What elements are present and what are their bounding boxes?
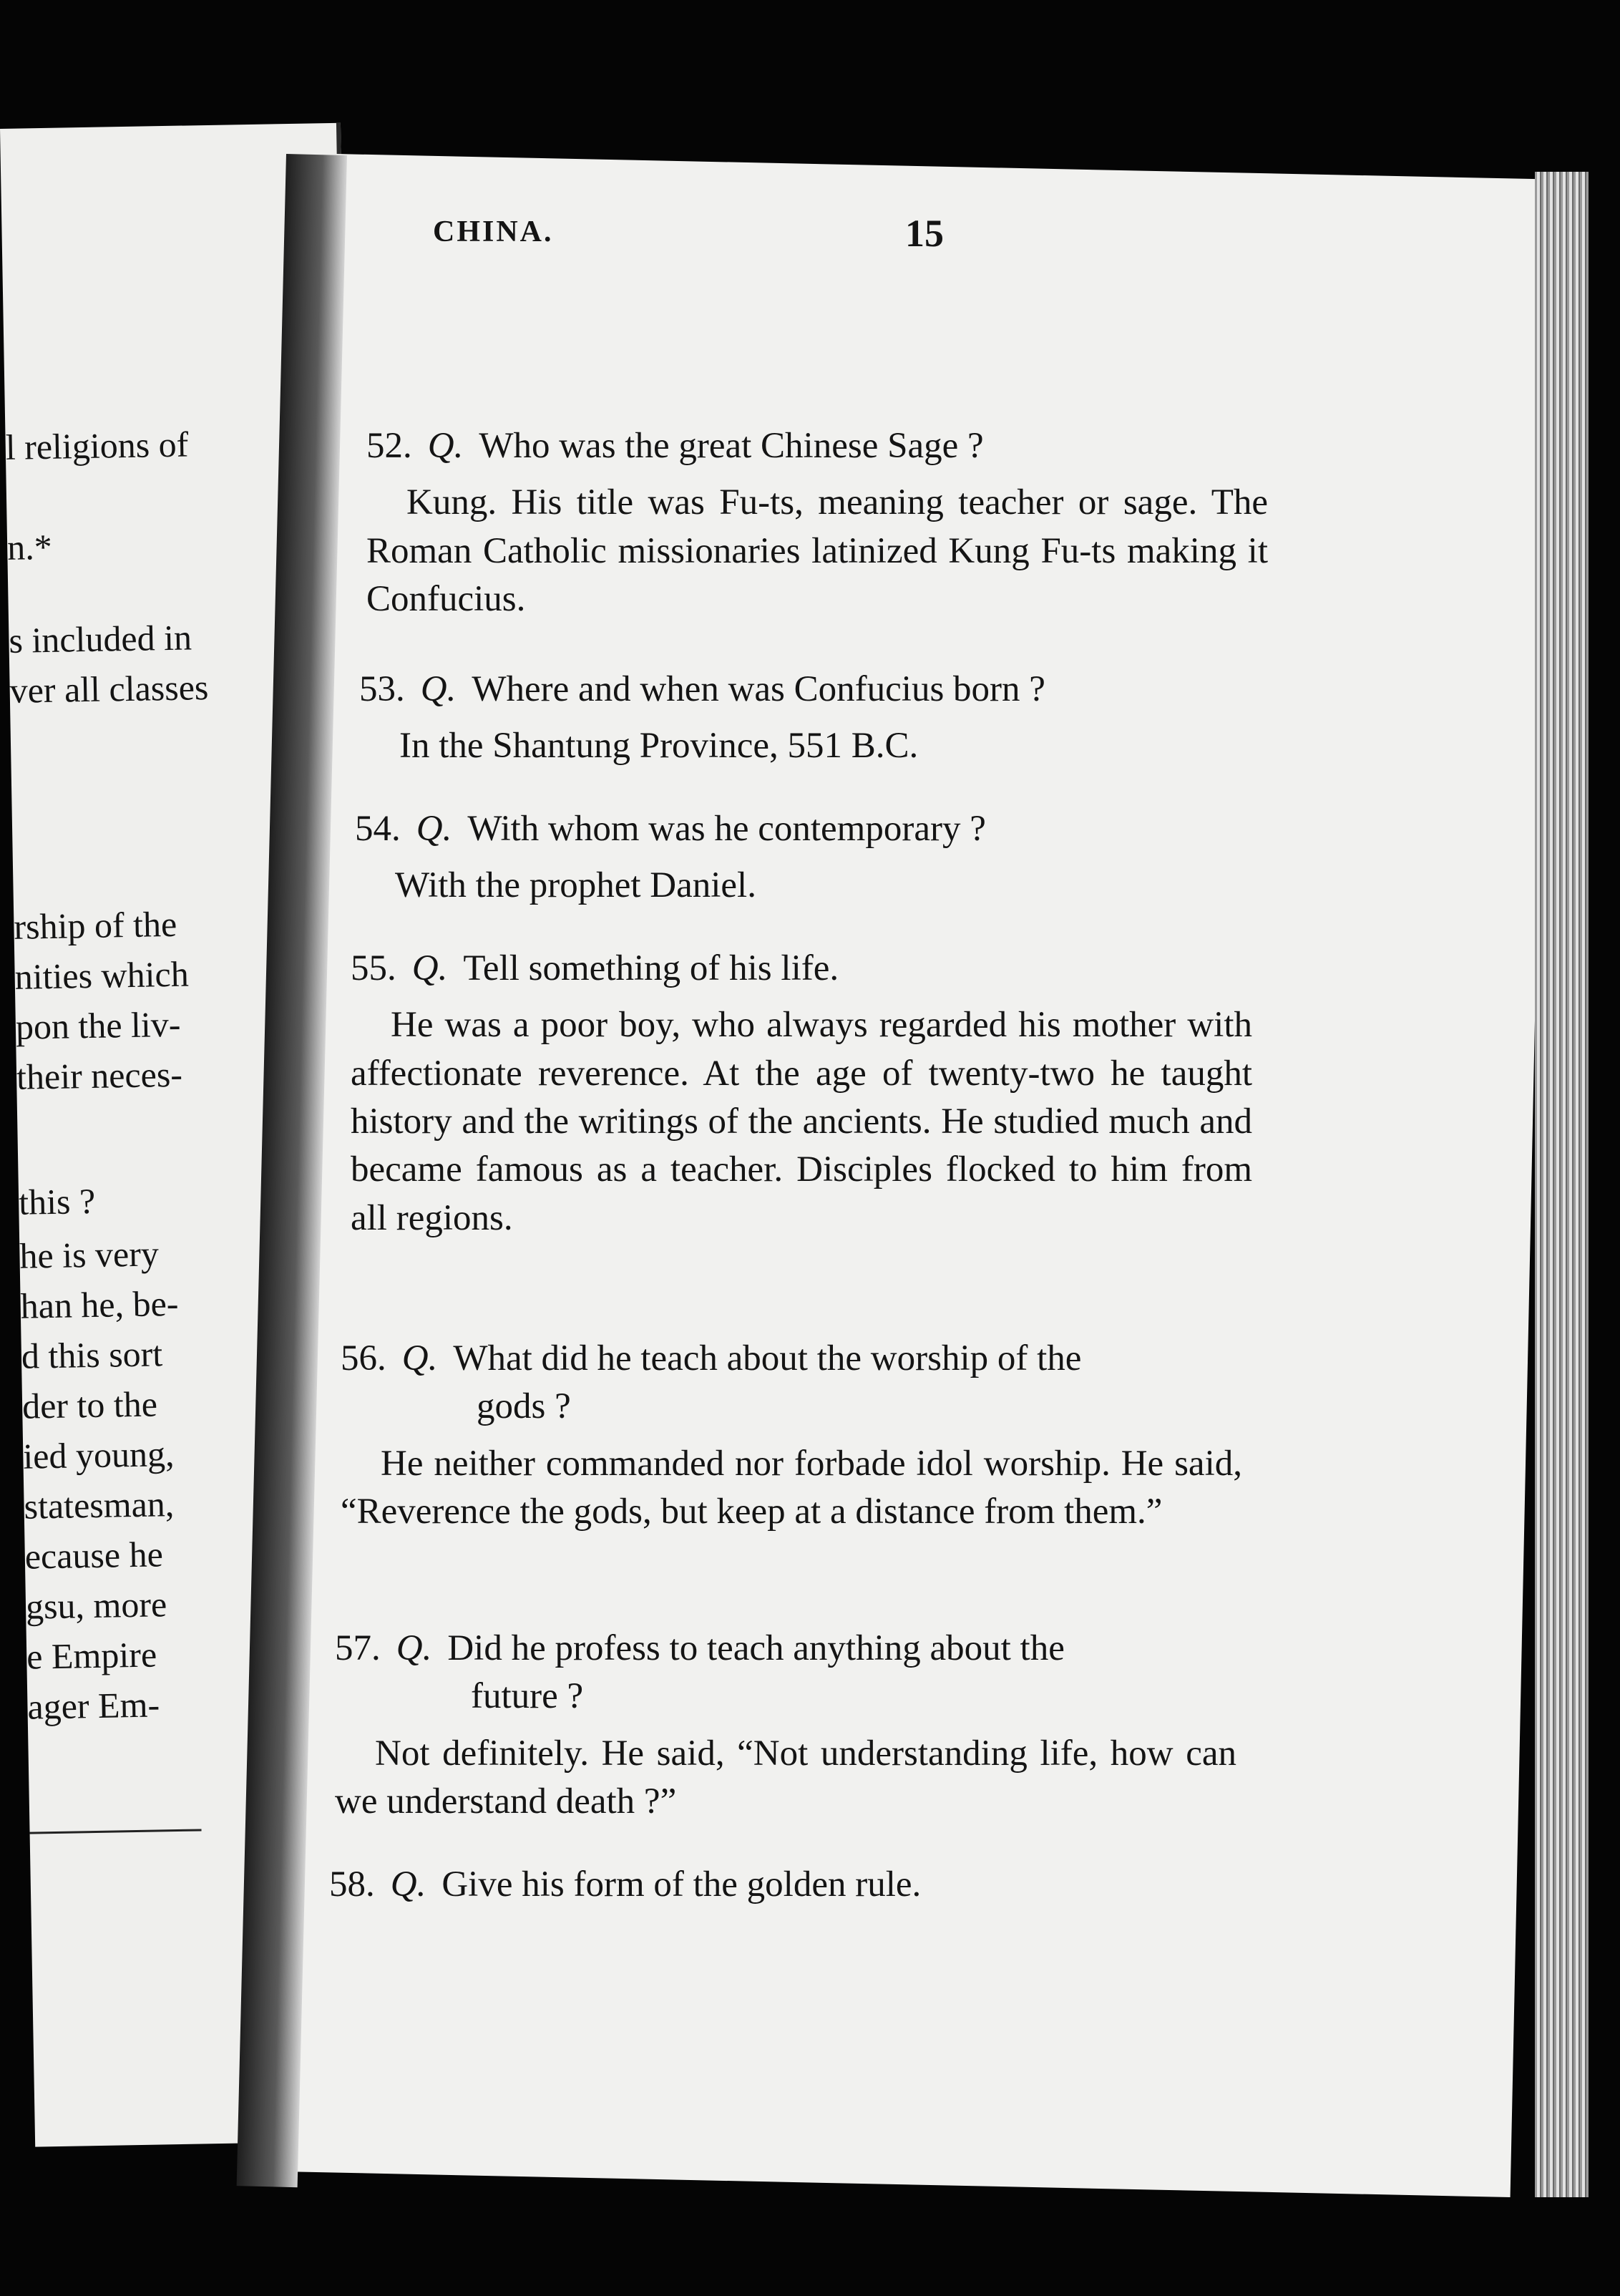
qa-58 [329, 1861, 1231, 1909]
question-number: 54. [355, 809, 401, 849]
left-page-line: pon the liv- [15, 1003, 181, 1047]
left-page-line: ied young, [22, 1434, 175, 1477]
running-head: CHINA. [433, 215, 554, 248]
left-page-line: l religions of [5, 424, 189, 467]
qa-56 [341, 1335, 1242, 1536]
qa-54 [355, 805, 1257, 910]
left-page-line: ager Em- [26, 1684, 160, 1727]
question-text: Where and when was Confucius born ? [472, 669, 1045, 709]
q-label: Q. [401, 1338, 438, 1378]
left-page-line: nities which [14, 953, 190, 997]
left-page-line: ver all classes [9, 667, 209, 711]
question-number: 56. [341, 1338, 386, 1378]
question-text: With whom was he contemporary ? [467, 809, 986, 849]
q-label: Q. [396, 1628, 432, 1668]
question-number: 57. [335, 1628, 381, 1668]
question-text: What did he teach about the worship of the [453, 1338, 1082, 1378]
question-text: Did he profess to teach anything about the [447, 1628, 1065, 1668]
question [359, 666, 1261, 714]
left-page-line: han he, be- [20, 1283, 179, 1326]
qa-55 [351, 945, 1252, 1242]
left-page-line: d this sort [21, 1333, 163, 1376]
question-number: 55. [351, 948, 396, 988]
question-continuation: future ? [471, 1676, 584, 1717]
qa-53 [359, 666, 1261, 771]
answer: Kung. His title was Fu-ts, meaning teacher or sage. The Roman Catholic missionaries latinized Kung Fu-ts making it Confucius. [366, 482, 1268, 619]
question-text: Give his form of the golden rule. [441, 1864, 922, 1905]
left-page-line: s included in [8, 617, 192, 661]
left-page-line: this ? [18, 1180, 96, 1222]
left-page-line: he is very [19, 1233, 160, 1276]
page-number: 15 [905, 212, 944, 255]
question [341, 1335, 1242, 1431]
question [329, 1861, 1231, 1909]
left-page-line: n.* [6, 526, 53, 568]
question-number: 52. [366, 426, 412, 466]
q-label: Q. [420, 669, 457, 709]
qa-57 [335, 1625, 1236, 1826]
question [351, 945, 1252, 993]
qa-52 [366, 422, 1268, 623]
q-label: Q. [390, 1864, 426, 1905]
question-text: Tell something of his life. [463, 948, 839, 988]
left-page-line: e Empire [26, 1634, 157, 1677]
answer: Not definitely. He said, “Not understanding life, how can we understand death ?” [335, 1733, 1236, 1821]
answer: In the Shantung Province, 551 B.C. [399, 726, 919, 767]
left-page-line: ecause he [24, 1534, 164, 1577]
answer: He neither commanded nor forbade idol worship. He said, “Reverence the gods, but keep at a distance from them.” [341, 1443, 1242, 1532]
question-number: 53. [359, 669, 405, 709]
question [366, 422, 1268, 470]
left-page-line: gsu, more [25, 1584, 167, 1627]
question [355, 805, 1257, 853]
footnote-rule [30, 1829, 202, 1834]
question-number: 58. [329, 1864, 375, 1905]
question-continuation: gods ? [477, 1386, 571, 1427]
question-text: Who was the great Chinese Sage ? [479, 426, 984, 466]
answer: He was a poor boy, who always regarded his mother with affectionate reverence. At the age of twenty-two he taught history and the writings of the ancients. He studied much and became famous as a teacher. Disciples flocked to him from all regions. [351, 1005, 1252, 1238]
q-label: Q. [427, 426, 464, 466]
left-page-line: their neces- [16, 1054, 183, 1097]
page-edges [1535, 172, 1589, 2197]
q-label: Q. [416, 809, 452, 849]
question [335, 1625, 1236, 1721]
left-page-line: der to the [21, 1383, 158, 1426]
answer: With the prophet Daniel. [395, 865, 756, 906]
q-label: Q. [411, 948, 448, 988]
left-page-line: rship of the [13, 903, 177, 947]
left-page-line: statesman, [24, 1484, 175, 1527]
